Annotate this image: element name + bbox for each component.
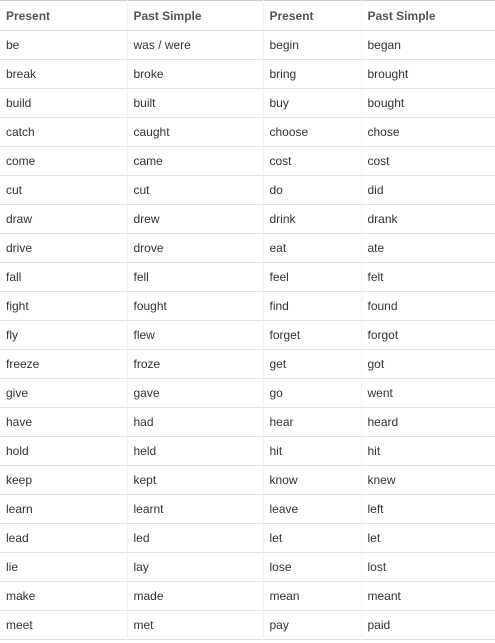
present-cell: know xyxy=(263,466,361,495)
past-simple-cell: drank xyxy=(361,205,495,234)
table-row xyxy=(0,350,495,379)
past-simple-cell: broke xyxy=(127,60,263,89)
present-cell: pay xyxy=(263,611,361,640)
present-cell: mean xyxy=(263,582,361,611)
table-row xyxy=(0,205,495,234)
table-row xyxy=(0,611,495,640)
present-cell: learn xyxy=(0,495,127,524)
present-cell: find xyxy=(263,292,361,321)
table-row xyxy=(0,379,495,408)
present-cell: break xyxy=(0,60,127,89)
present-cell: forget xyxy=(263,321,361,350)
past-simple-cell: held xyxy=(127,437,263,466)
present-cell: do xyxy=(263,176,361,205)
present-cell: bring xyxy=(263,60,361,89)
past-simple-cell: cost xyxy=(361,147,495,176)
past-simple-cell: cut xyxy=(127,176,263,205)
past-simple-cell: hit xyxy=(361,437,495,466)
table-row xyxy=(0,292,495,321)
past-simple-cell: went xyxy=(361,379,495,408)
present-cell: eat xyxy=(263,234,361,263)
header-present-1: Present xyxy=(0,1,127,31)
past-simple-cell: felt xyxy=(361,263,495,292)
past-simple-cell: forgot xyxy=(361,321,495,350)
past-simple-cell: came xyxy=(127,147,263,176)
table-row xyxy=(0,176,495,205)
table-row xyxy=(0,582,495,611)
present-cell: have xyxy=(0,408,127,437)
table-row xyxy=(0,31,495,60)
present-cell: catch xyxy=(0,118,127,147)
table-row xyxy=(0,466,495,495)
present-cell: begin xyxy=(263,31,361,60)
present-cell: make xyxy=(0,582,127,611)
present-cell: cut xyxy=(0,176,127,205)
past-simple-cell: meant xyxy=(361,582,495,611)
present-cell: meet xyxy=(0,611,127,640)
present-cell: keep xyxy=(0,466,127,495)
present-cell: hold xyxy=(0,437,127,466)
present-cell: build xyxy=(0,89,127,118)
present-cell: drink xyxy=(263,205,361,234)
past-simple-cell: froze xyxy=(127,350,263,379)
present-cell: cost xyxy=(263,147,361,176)
present-cell: freeze xyxy=(0,350,127,379)
present-cell: fight xyxy=(0,292,127,321)
table-row xyxy=(0,118,495,147)
present-cell: hear xyxy=(263,408,361,437)
table-row xyxy=(0,60,495,89)
past-simple-cell: built xyxy=(127,89,263,118)
past-simple-cell: fell xyxy=(127,263,263,292)
present-cell: draw xyxy=(0,205,127,234)
present-cell: leave xyxy=(263,495,361,524)
past-simple-cell: flew xyxy=(127,321,263,350)
past-simple-cell: chose xyxy=(361,118,495,147)
table-row xyxy=(0,89,495,118)
table-header xyxy=(0,1,495,31)
table-body xyxy=(0,31,495,640)
present-cell: go xyxy=(263,379,361,408)
header-present-2: Present xyxy=(263,1,361,31)
present-cell: lead xyxy=(0,524,127,553)
table-row xyxy=(0,437,495,466)
past-simple-cell: brought xyxy=(361,60,495,89)
past-simple-cell: bought xyxy=(361,89,495,118)
header-row xyxy=(0,1,495,31)
header-past-simple-1: Past Simple xyxy=(127,1,263,31)
past-simple-cell: lost xyxy=(361,553,495,582)
present-cell: fly xyxy=(0,321,127,350)
past-simple-cell: began xyxy=(361,31,495,60)
past-simple-cell: fought xyxy=(127,292,263,321)
past-simple-cell: led xyxy=(127,524,263,553)
past-simple-cell: was / were xyxy=(127,31,263,60)
table-row xyxy=(0,524,495,553)
header-past-simple-2: Past Simple xyxy=(361,1,495,31)
past-simple-cell: did xyxy=(361,176,495,205)
past-simple-cell: found xyxy=(361,292,495,321)
present-cell: let xyxy=(263,524,361,553)
present-cell: drive xyxy=(0,234,127,263)
present-cell: buy xyxy=(263,89,361,118)
present-cell: give xyxy=(0,379,127,408)
past-simple-cell: gave xyxy=(127,379,263,408)
present-cell: lose xyxy=(263,553,361,582)
past-simple-cell: ate xyxy=(361,234,495,263)
past-simple-cell: lay xyxy=(127,553,263,582)
present-cell: lie xyxy=(0,553,127,582)
past-simple-cell: drew xyxy=(127,205,263,234)
past-simple-cell: drove xyxy=(127,234,263,263)
past-simple-cell: met xyxy=(127,611,263,640)
table-row xyxy=(0,553,495,582)
past-simple-cell: left xyxy=(361,495,495,524)
present-cell: fall xyxy=(0,263,127,292)
present-cell: come xyxy=(0,147,127,176)
present-cell: feel xyxy=(263,263,361,292)
past-simple-cell: let xyxy=(361,524,495,553)
table-row xyxy=(0,321,495,350)
past-simple-cell: paid xyxy=(361,611,495,640)
present-cell: be xyxy=(0,31,127,60)
past-simple-cell: knew xyxy=(361,466,495,495)
present-cell: choose xyxy=(263,118,361,147)
table-row xyxy=(0,147,495,176)
table-row xyxy=(0,408,495,437)
past-simple-cell: heard xyxy=(361,408,495,437)
table-row xyxy=(0,495,495,524)
past-simple-cell: learnt xyxy=(127,495,263,524)
table-row xyxy=(0,234,495,263)
past-simple-cell: had xyxy=(127,408,263,437)
present-cell: hit xyxy=(263,437,361,466)
past-simple-cell: made xyxy=(127,582,263,611)
past-simple-cell: caught xyxy=(127,118,263,147)
past-simple-cell: kept xyxy=(127,466,263,495)
present-cell: get xyxy=(263,350,361,379)
table-row xyxy=(0,263,495,292)
past-simple-cell: got xyxy=(361,350,495,379)
